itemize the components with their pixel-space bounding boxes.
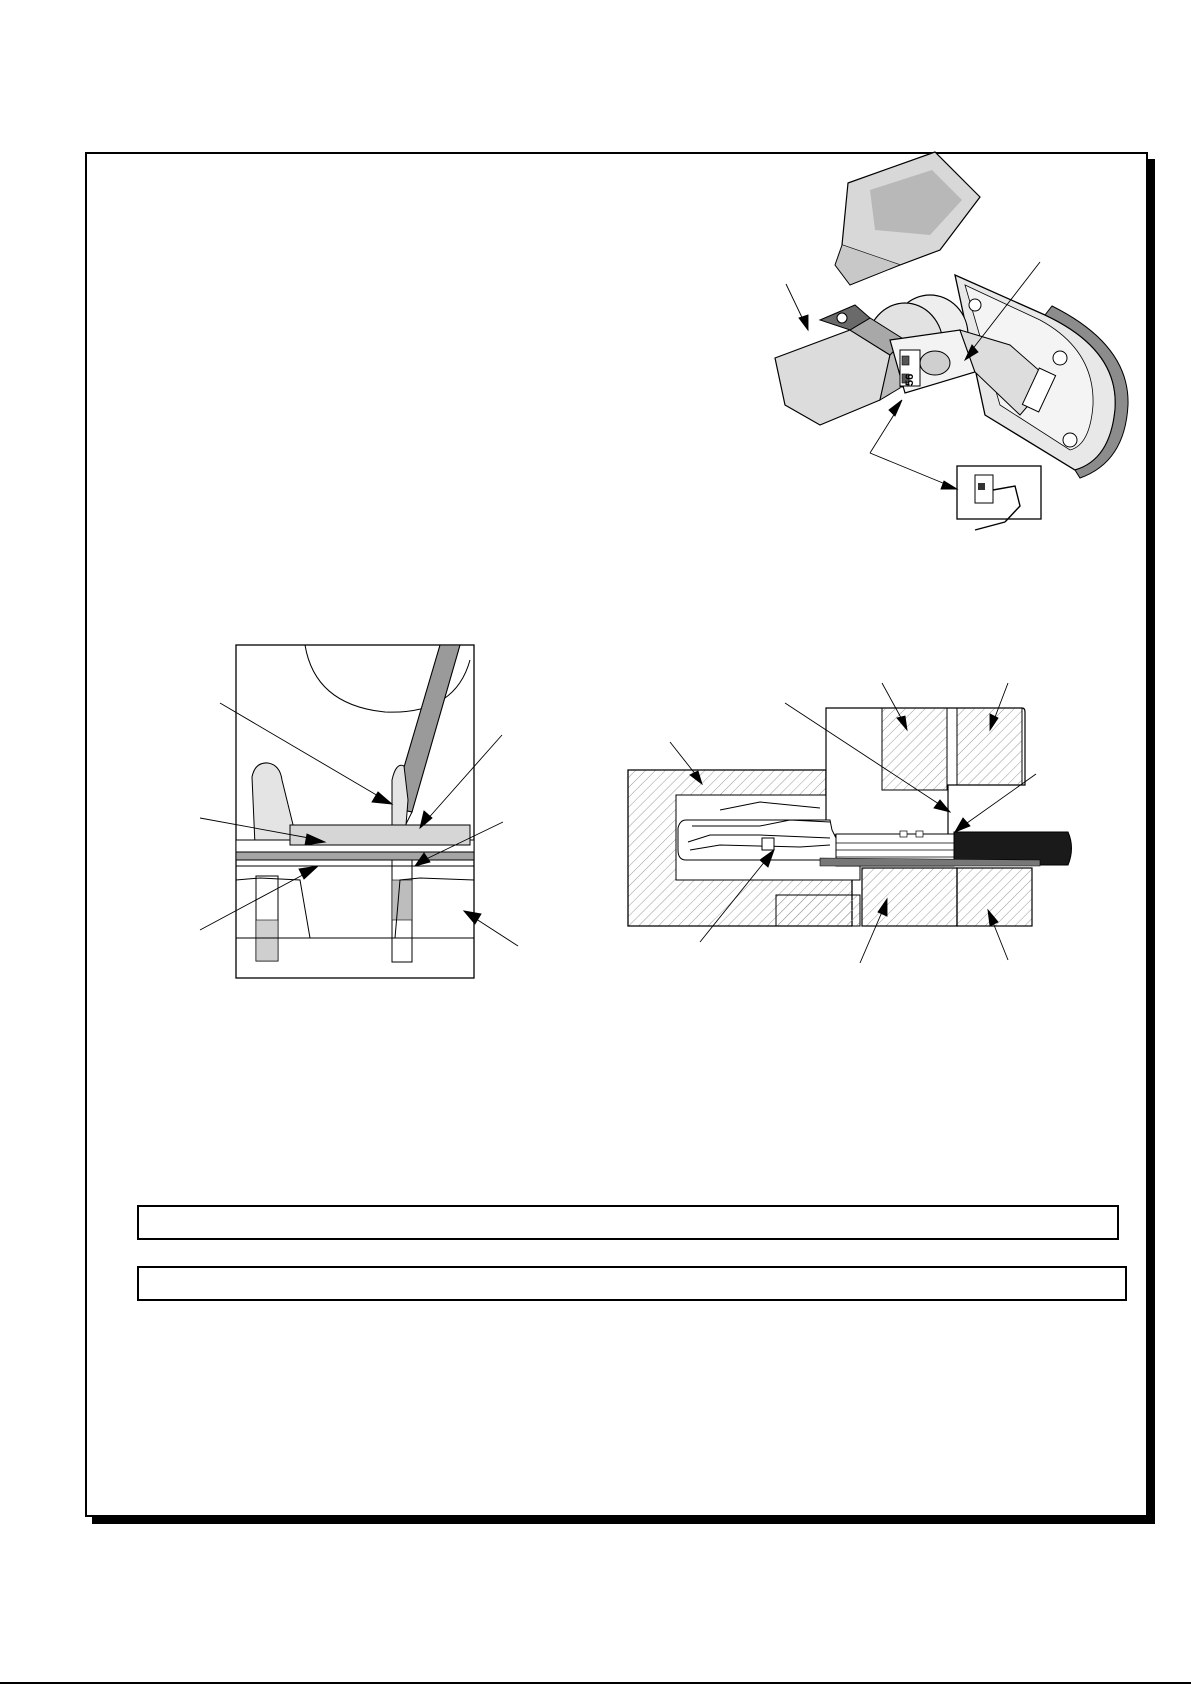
tool-view-figure <box>760 150 1140 550</box>
section-lower-dies <box>862 868 1032 926</box>
tool-inset-box <box>957 466 1041 530</box>
tool-handle-upper <box>835 152 980 285</box>
section-wire <box>820 831 1072 866</box>
jaw-detail-figure <box>195 640 525 980</box>
blank-box-lower <box>137 1266 1127 1301</box>
page-bottom-rule <box>0 1682 1191 1684</box>
section-upper-dies <box>826 708 1025 835</box>
blank-box-upper <box>137 1205 1119 1240</box>
section-view-figure <box>620 675 1090 970</box>
nest-marking: 56 <box>904 373 916 386</box>
